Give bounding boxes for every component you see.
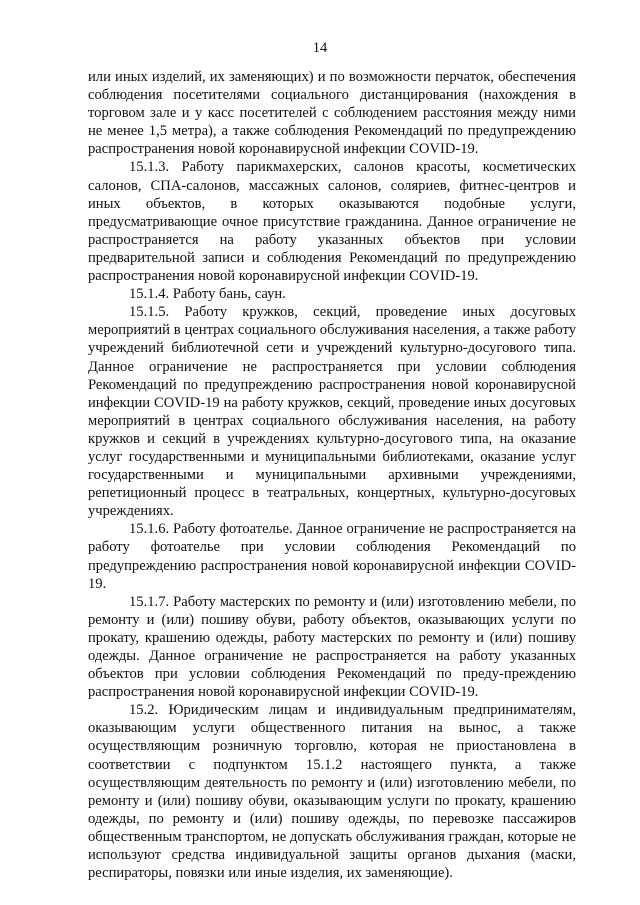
document-body [88, 68, 576, 882]
paragraph-15-2: 15.2. Юридическим лицам и индивидуальным предпринимателям, оказывающим услуги общественного питания на вынос, а также осуществляющим розничную торговлю, которая не приостановлена в соответствии с подпунктом 15.1.2 настоящего пункта, а также осуществляющим деятельность по ремонту и (или) изготовлению мебели, по ремонту и (или) пошиву обуви, оказывающим услуги по прокату, крашению одежды, по ремонту и (или) пошиву одежды, по перевозке пассажиров общественным транспортом, не допускать обслуживания граждан, которые не используют средства индивидуальной защиты органов дыхания (маски, респираторы, повязки или иные изделия, их заменяющие). [88, 702, 576, 882]
paragraph-15-1-3: 15.1.3. Работу парикмахерских, салонов красоты, косметических салонов, СПА-салонов, массажных салонов, соляриев, фитнес-центров и иных объектов, в которых оказываются подобные услуги, предусматривающие очное присутствие гражданина. Данное ограничение не распространяется на работу указанных объектов при условии предварительной записи и соблюдения Рекомендаций по предупреждению распространения новой коронавирусной инфекции COVID-19. [88, 159, 576, 285]
paragraph-15-1-4: 15.1.4. Работу бань, саун. [129, 286, 286, 303]
paragraph-15-1-7: 15.1.7. Работу мастерских по ремонту и (или) изготовлению мебели, по ремонту и (или) пошиву обуви, работу объектов, оказывающих услуги по прокату, крашению одежды, работу мастерских по ремонту и (или) пошиву одежды. Данное ограничение не распространяется на работу указанных объектов при условии соблюдения Рекомендаций по преду-преждению распространения новой коронавирусной инфекции COVID-19. [88, 593, 576, 701]
paragraph-continuation: или иных изделий, их заменяющих) и по возможности перчаток, обеспечения соблюдения посетителями социального дистанцирования (нахождения в торговом зале и у касс посетителей с соблюдением расстояния между ними не менее 1,5 метра), а также соблюдения Рекомендаций по предупреждению распространения новой коронавирусной инфекции COVID-19. [88, 69, 576, 158]
paragraph-15-1-5: 15.1.5. Работу кружков, секций, проведение иных досуговых мероприятий в центрах социального обслуживания населения, а также работу учреждений библиотечной сети и учреждений культурно-досугового типа. Данное ограничение не распространяется при условии соблюдения Рекомендаций по предупреждению распространения новой коронавирусной инфекции COVID-19 на работу кружков, секций, проведение иных досуговых мероприятий в центрах социального обслуживания населения, на работу кружков и секций в учреждениях культурно-досугового типа, на оказание услуг государственными и муниципальными библиотеками, оказание услуг государственными и муниципальными архивными учреждениями, репетиционный процесс в театральных, концертных, культурно-досуговых учреждениях. [88, 304, 576, 520]
page-number: 14 [312, 40, 328, 56]
paragraph-15-1-6: 15.1.6. Работу фотоателье. Данное ограничение не распространяется на работу фотоателье при условии соблюдения Рекомендаций по предупреждению распространения новой коронавирусной инфекции COVID-19. [88, 521, 576, 592]
